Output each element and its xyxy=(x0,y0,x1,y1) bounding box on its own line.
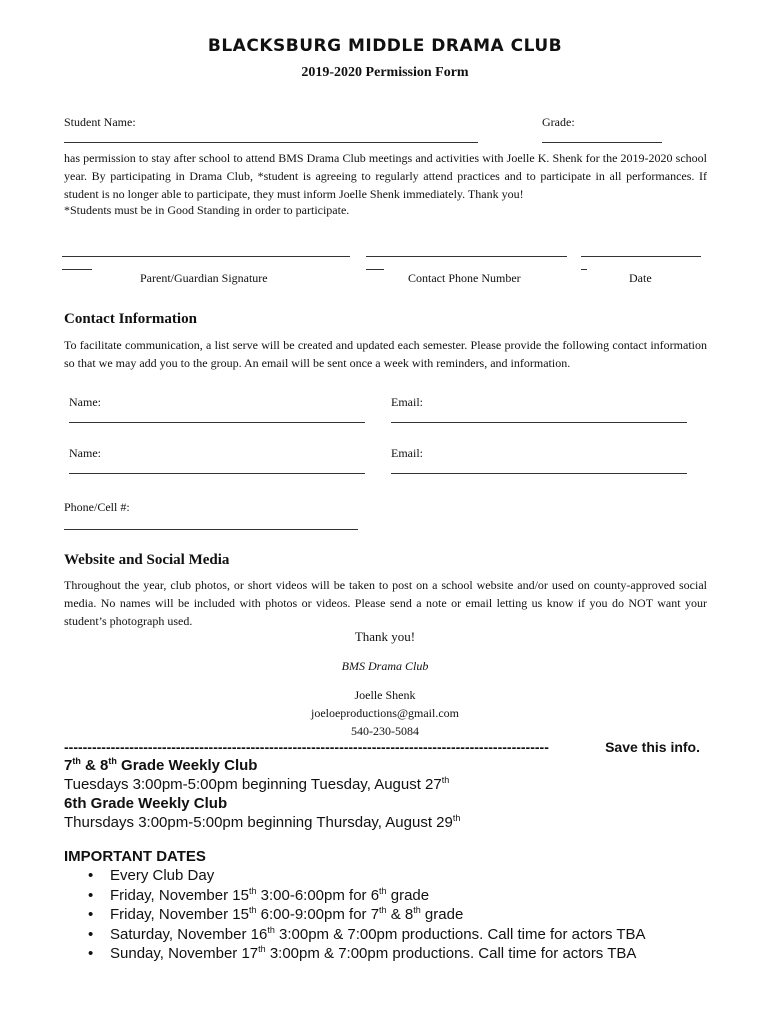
date-label: Date xyxy=(629,271,652,285)
save-dashes: -------------------------------------------------------------------------------------------------------- xyxy=(64,739,549,755)
contact-name-line-1[interactable] xyxy=(69,422,365,423)
contact-phone-line[interactable] xyxy=(366,256,567,257)
save-divider xyxy=(64,739,700,755)
grade-label: Grade: xyxy=(542,115,575,129)
contact-phone: 540-230-5084 xyxy=(351,724,419,738)
contact-email-line-2[interactable] xyxy=(391,473,687,474)
contact-name: Joelle Shenk xyxy=(354,688,416,702)
contact-name-label-1: Name: xyxy=(69,395,101,409)
club-6-title: 6th Grade Weekly Club xyxy=(64,795,228,812)
contact-text: To facilitate communication, a list serve will be created and updated each semester. Please provide the following contact information so that we may add you to the group. An email will be sent once a week with reminders, and information. xyxy=(64,338,707,370)
phone-cell-label: Phone/Cell #: xyxy=(64,500,130,514)
thank-you-text: Thank you! xyxy=(354,629,416,644)
important-dates-heading: IMPORTANT DATES xyxy=(64,848,206,865)
list-item: • Friday, November 15th 6:00-9:00pm for 7th & 8th grade xyxy=(88,905,464,923)
parent-signature-line-tail xyxy=(62,269,92,270)
parent-signature-label: Parent/Guardian Signature xyxy=(140,271,268,285)
grade-line[interactable] xyxy=(542,142,662,143)
contact-name-line-2[interactable] xyxy=(69,473,365,474)
student-name-label: Student Name: xyxy=(64,115,136,129)
important-dates-list xyxy=(64,866,646,964)
contact-phone-label: Contact Phone Number xyxy=(408,271,521,285)
date-line[interactable] xyxy=(581,256,701,257)
media-heading: Website and Social Media xyxy=(64,552,230,568)
club-6-time: Thursdays 3:00pm-5:00pm beginning Thursday, August 29th xyxy=(64,813,461,831)
save-label: Save this info. xyxy=(605,739,700,755)
club-7-8-time: Tuesdays 3:00pm-5:00pm beginning Tuesday, August 27th xyxy=(64,775,450,793)
bullet-icon: • xyxy=(88,867,94,884)
list-item: • Friday, November 15th 3:00-6:00pm for 6th grade xyxy=(88,885,430,904)
date-line-tail xyxy=(581,269,587,270)
contact-email-line-1[interactable] xyxy=(391,422,687,423)
media-text: Throughout the year, club photos, or short videos will be taken to post on a school website and/or used on county-approved social media. No names will be included with photos or videos. Please send a note or email letting us know if you do NOT want your student’s photograph used. xyxy=(64,578,707,628)
page-subtitle: 2019-2020 Permission Form xyxy=(301,65,469,80)
contact-name-label-2: Name: xyxy=(69,446,101,460)
club-7-8-title: 7th & 8th Grade Weekly Club xyxy=(64,756,258,774)
contact-email-label-2: Email: xyxy=(391,446,423,460)
list-item: • Saturday, November 16th 3:00pm & 7:00pm productions. Call time for actors TBA xyxy=(88,924,646,943)
list-item: • Sunday, November 17th 3:00pm & 7:00pm productions. Call time for actors TBA xyxy=(88,944,637,962)
good-standing-note: *Students must be in Good Standing in order to participate. xyxy=(64,203,350,217)
page-title: BLACKSBURG MIDDLE DRAMA CLUB xyxy=(207,36,563,56)
parent-signature-line[interactable] xyxy=(62,256,350,257)
contact-phone-line-tail xyxy=(366,269,384,270)
contact-email: joeloeproductions@gmail.com xyxy=(310,706,460,720)
contact-email-label-1: Email: xyxy=(391,395,423,409)
bullet-icon: • xyxy=(88,945,94,962)
bullet-icon: • xyxy=(88,886,94,904)
phone-cell-line[interactable] xyxy=(64,529,358,530)
bullet-icon: • xyxy=(88,906,94,923)
club-signoff: BMS Drama Club xyxy=(341,659,429,673)
bullet-icon: • xyxy=(88,925,94,943)
student-name-line[interactable] xyxy=(64,142,478,143)
permission-text: has permission to stay after school to attend BMS Drama Club meetings and activities with Joelle K. Shenk for the 2019-2020 school year. By participating in Drama Club, *student is agreeing to regularly attend practices and to participate in all performances. If student is no longer able to participate, they must inform Joelle Shenk immediately. Thank you! xyxy=(64,151,707,201)
list-item: • Every Club Day xyxy=(88,867,215,884)
contact-heading: Contact Information xyxy=(64,311,197,327)
